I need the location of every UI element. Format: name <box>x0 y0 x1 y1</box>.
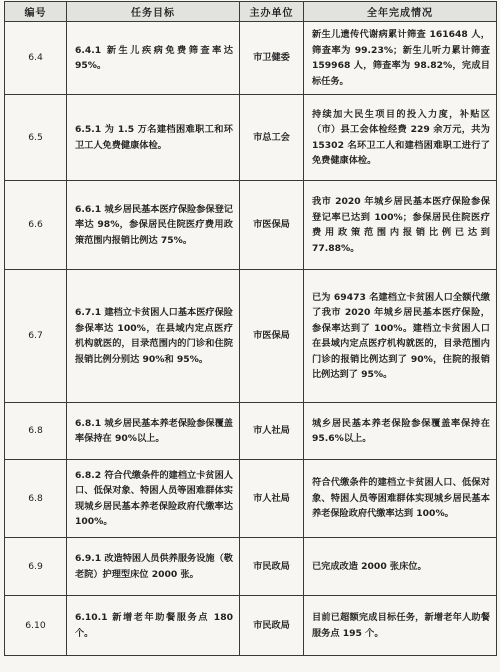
host-unit: 市医保局 <box>240 270 304 403</box>
task-goal: 6.8.1 城乡居民基本养老保险参保覆盖率保持在 90%以上。 <box>67 403 240 460</box>
table-row <box>5 22 497 95</box>
completion-status: 目前已超额完成目标任务，新增老年人助餐服务点 195 个。 <box>304 596 497 656</box>
row-number: 6.4 <box>5 22 67 95</box>
row-number: 6.6 <box>5 181 67 270</box>
row-number: 6.7 <box>5 270 67 403</box>
host-unit: 市民政局 <box>240 538 304 596</box>
host-unit: 市人社局 <box>240 403 304 460</box>
row-number: 6.9 <box>5 538 67 596</box>
row-number: 6.8 <box>5 460 67 538</box>
table-header-row <box>5 2 497 22</box>
task-goal: 6.5.1 为 1.5 万名建档困难职工和环卫工人免费健康体检。 <box>67 95 240 181</box>
table-row <box>5 270 497 403</box>
host-unit: 市人社局 <box>240 460 304 538</box>
completion-status: 持续加大民生项目的投入力度，补贴区（市）县工会体检经费 229 余万元，共为 15302 名环卫工人和建档困难职工进行了免费健康体检。 <box>304 95 497 181</box>
host-unit: 市卫健委 <box>240 22 304 95</box>
table-row <box>5 538 497 596</box>
task-goal: 6.7.1 建档立卡贫困人口基本医疗保险参保率达 100%，在县域内定点医疗机构就医的，目录范围内的门诊和住院报销比例分别达 90%和 95%。 <box>67 270 240 403</box>
table-row <box>5 460 497 538</box>
host-unit: 市总工会 <box>240 95 304 181</box>
task-goal: 6.4.1 新生儿疾病免费筛查率达 95%。 <box>67 22 240 95</box>
completion-status: 已完成改造 2000 张床位。 <box>304 538 497 596</box>
header-no: 编号 <box>5 2 67 22</box>
completion-status: 符合代缴条件的建档立卡贫困人口、低保对象、特困人员等困难群体实现城乡居民基本养老保险政府代缴率达到 100%。 <box>304 460 497 538</box>
task-goal: 6.6.1 城乡居民基本医疗保险参保登记率达 98%，参保居民住院医疗费用政策范围内报销比例达 75%。 <box>67 181 240 270</box>
task-table <box>4 1 497 656</box>
header-result: 全年完成情况 <box>304 2 497 22</box>
row-number: 6.5 <box>5 95 67 181</box>
host-unit: 市民政局 <box>240 596 304 656</box>
table-row <box>5 95 497 181</box>
table-row <box>5 403 497 460</box>
header-unit: 主办单位 <box>240 2 304 22</box>
task-goal: 6.9.1 改造特困人员供养服务设施（敬老院）护理型床位 2000 张。 <box>67 538 240 596</box>
table-row <box>5 181 497 270</box>
task-goal: 6.8.2 符合代缴条件的建档立卡贫困人口、低保对象、特困人员等困难群体实现城乡居民基本养老保险政府代缴率达 100%。 <box>67 460 240 538</box>
completion-status: 我市 2020 年城乡居民基本医疗保险参保登记率已达到 100%；参保居民住院医疗费用政策范围内报销比例已达到 77.88%。 <box>304 181 497 270</box>
task-goal: 6.10.1 新增老年助餐服务点 180 个。 <box>67 596 240 656</box>
table-row <box>5 596 497 656</box>
completion-status: 已为 69473 名建档立卡贫困人口全额代缴了我市 2020 年城乡居民基本医疗保险，参保率达到了 100%。建档立卡贫困人口在县域内定点医疗机构就医的，目录范围内门诊的报销比例达到了 90%，住院的报销比例达到了 95%。 <box>304 270 497 403</box>
row-number: 6.10 <box>5 596 67 656</box>
completion-status: 城乡居民基本养老保险参保覆盖率保持在 95.6%以上。 <box>304 403 497 460</box>
host-unit: 市医保局 <box>240 181 304 270</box>
task-table-page <box>4 1 496 671</box>
completion-status: 新生儿遗传代谢病累计筛查 161648 人，筛查率为 99.23%；新生儿听力累计筛查 159968 人，筛查率为 98.82%，完成目标任务。 <box>304 22 497 95</box>
header-goal: 任务目标 <box>67 2 240 22</box>
row-number: 6.8 <box>5 403 67 460</box>
